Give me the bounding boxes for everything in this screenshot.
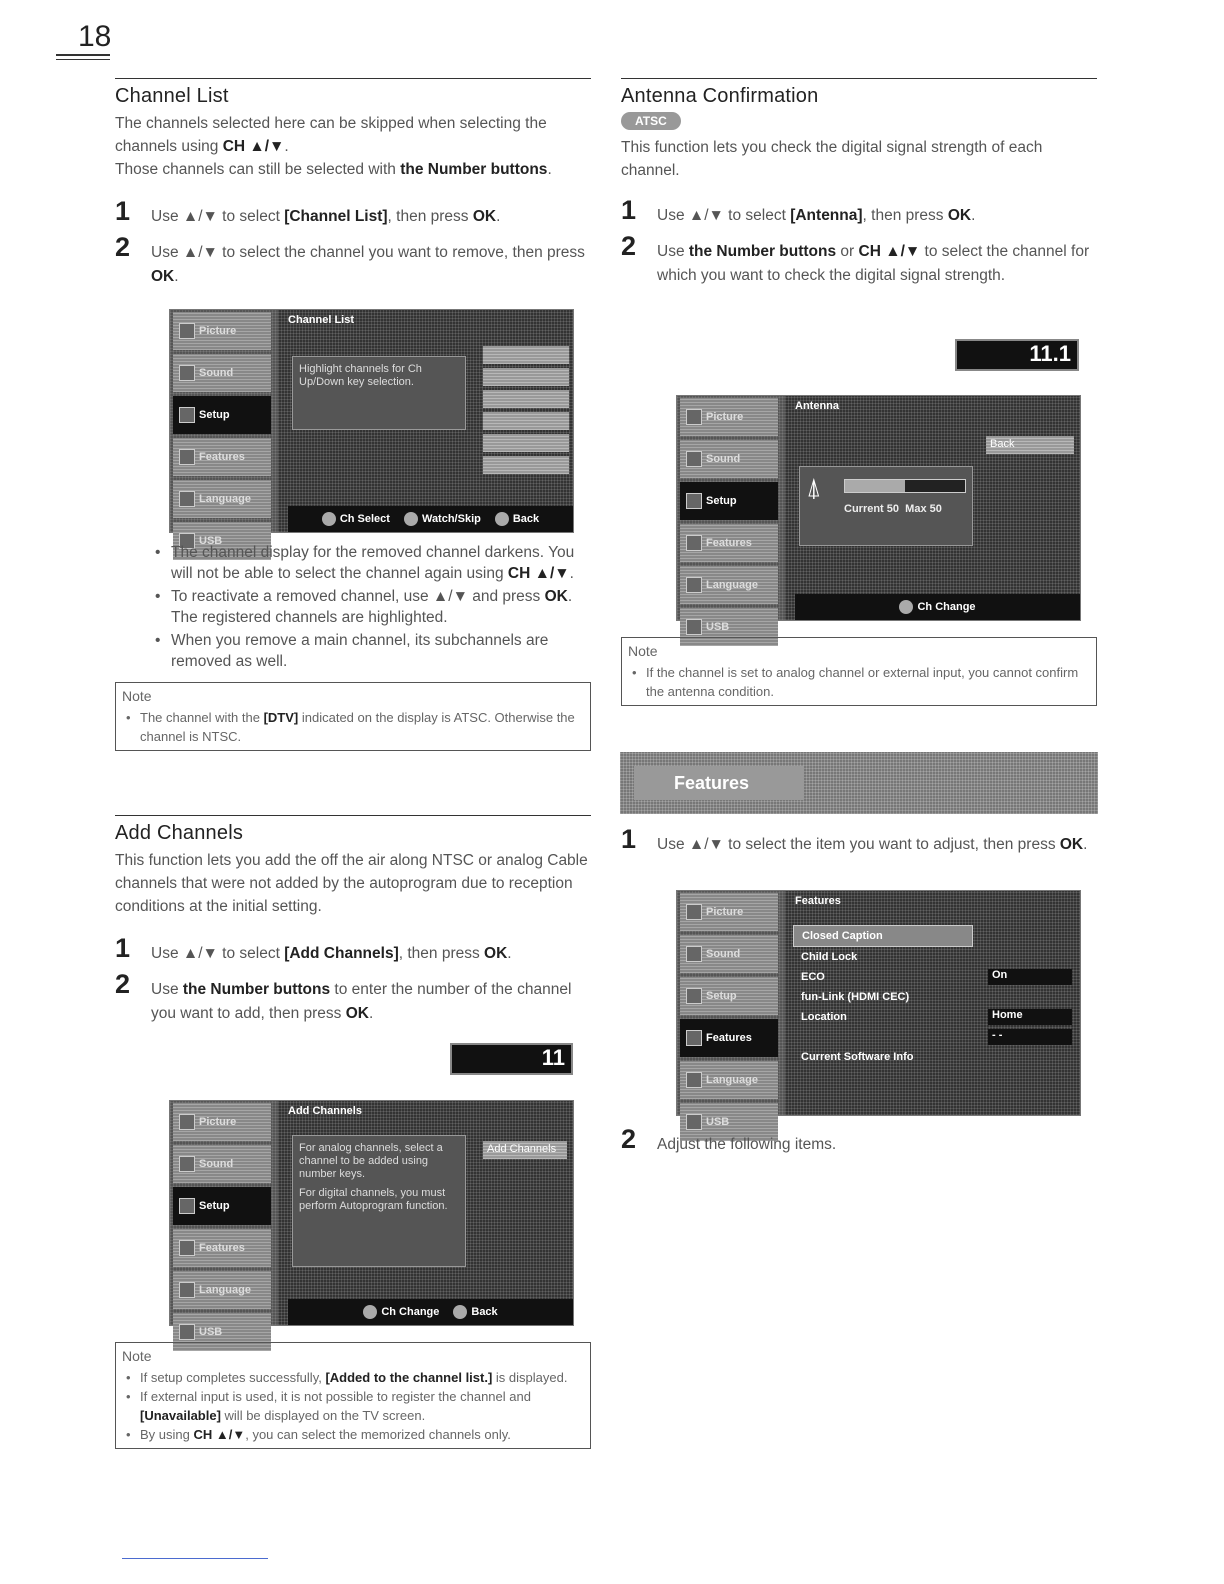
tv-menu — [677, 396, 781, 633]
feature-item-child-lock: Child Lock — [801, 951, 858, 963]
menu-item-picture: Picture — [173, 1103, 271, 1141]
panel-title: Features — [795, 895, 841, 907]
features-list — [793, 925, 1080, 1067]
extra-value: - - — [988, 1029, 1072, 1045]
ok-icon — [404, 512, 418, 526]
feature-item-eco: ECO On — [793, 967, 1080, 987]
channel-cell — [483, 390, 569, 408]
section-rule — [115, 815, 591, 816]
channel-number-display: 11.1 — [955, 339, 1079, 371]
page-number: 18 — [78, 20, 112, 53]
bullet-item: • When you remove a main channel, its subchannels are removed as well. — [155, 630, 591, 672]
tv-menu — [170, 310, 274, 547]
menu-item-language: Language — [173, 1271, 271, 1309]
menu-item-sound: Sound — [680, 935, 778, 973]
step-2: 2 Use the Number buttons to enter the number of the channel you want to add, then press OK. — [115, 969, 572, 1022]
panel-title: Antenna — [795, 400, 839, 412]
step-1: 1 Use ▲/▼ to select [Antenna], then press OK. — [621, 195, 976, 225]
bullet-list — [155, 542, 591, 672]
note-item: • If external input is used, it is not possible to register the channel and [Unavailable] will be displayed on the TV screen. — [122, 1387, 584, 1425]
signal-readout: Current 50 Max 50 — [844, 503, 942, 515]
section-rule — [621, 78, 1097, 79]
bullet-item: • The channel display for the removed channel darkens. You will not be able to select the channel again using CH ▲/▼. — [155, 542, 591, 584]
menu-item-language: Language — [173, 480, 271, 518]
location-value: Home — [988, 1009, 1072, 1025]
tv-panel — [278, 1101, 573, 1325]
features-screenshot — [676, 890, 1081, 1128]
tv-menu — [170, 1101, 274, 1338]
note-box — [115, 1342, 591, 1449]
number-keypad-icon — [363, 1305, 377, 1319]
add-channels-button: Add Channels — [483, 1141, 567, 1159]
feature-item-extra — [793, 1027, 1080, 1047]
step-1: 1 Use ▲/▼ to select [Channel List], then press OK. — [115, 196, 501, 226]
panel-footer — [288, 506, 573, 532]
menu-item-sound: Sound — [173, 354, 271, 392]
antenna-section — [621, 78, 1097, 300]
channel-cell — [483, 346, 569, 364]
feature-item-software-info: Current Software Info — [801, 1051, 914, 1063]
step-2: 2 Use ▲/▼ to select the channel you want to remove, then press OK. — [115, 232, 585, 285]
menu-item-language: Language — [680, 566, 778, 604]
panel-footer — [288, 1299, 573, 1325]
eco-value: On — [988, 969, 1072, 985]
antenna-icon: ⍋ — [806, 472, 822, 502]
note-title: Note — [628, 643, 658, 659]
section-rule — [115, 78, 591, 79]
tv-panel — [785, 891, 1080, 1115]
menu-item-features: Features — [680, 524, 778, 562]
menu-item-picture: Picture — [680, 398, 778, 436]
dpad-icon — [322, 512, 336, 526]
footer-back: Back — [495, 512, 539, 526]
channel-cell — [483, 434, 569, 452]
note-title: Note — [122, 688, 152, 704]
signal-bar — [844, 479, 966, 493]
footer-ch-change: Ch Change — [363, 1305, 439, 1319]
menu-item-usb: USB — [680, 608, 778, 646]
antenna-screenshot — [676, 395, 1081, 633]
menu-item-setup: Setup — [173, 1187, 271, 1225]
channel-list-section — [115, 78, 591, 301]
info-box: Highlight channels for Ch Up/Down key selection. — [292, 356, 466, 430]
intro-paragraph: This function lets you check the digital signal strength of each channel. — [621, 139, 1043, 179]
note-item: • By using CH ▲/▼, you can select the memorized channels only. — [122, 1425, 584, 1444]
footer-ch-change: Ch Change — [899, 600, 975, 614]
note-item: • If setup completes successfully, [Added to the channel list.] is displayed. — [122, 1368, 584, 1387]
page-number-rule — [56, 54, 110, 60]
menu-item-setup: Setup — [680, 482, 778, 520]
channel-number-display: 11 — [450, 1043, 573, 1075]
section-title: Channel List — [115, 85, 229, 107]
panel-footer — [795, 594, 1080, 620]
feature-item-location: Location Home — [793, 1007, 1080, 1027]
back-icon — [495, 512, 509, 526]
menu-item-picture: Picture — [680, 893, 778, 931]
channel-list-bullets-block — [115, 542, 591, 751]
back-icon — [453, 1305, 467, 1319]
note-item: • If the channel is set to analog channel or external input, you cannot confirm the antenna condition. — [628, 663, 1090, 701]
menu-item-features: Features — [680, 1019, 778, 1057]
features-banner-label: Features — [634, 766, 804, 800]
menu-item-sound: Sound — [680, 440, 778, 478]
menu-item-setup: Setup — [173, 396, 271, 434]
note-item: • The channel with the [DTV] indicated on the display is ATSC. Otherwise the channel is NTSC. — [122, 708, 584, 746]
info-box — [292, 1135, 466, 1267]
menu-item-usb: USB — [173, 522, 271, 560]
channel-cells — [483, 346, 569, 478]
menu-item-features: Features — [173, 1229, 271, 1267]
intro-paragraph: This function lets you add the off the air along NTSC or analog Cable channels that were not added by the autoprogram due to reception conditions at the initial setting. — [115, 852, 588, 915]
tv-panel — [278, 310, 573, 532]
menu-item-setup: Setup — [680, 977, 778, 1015]
note-box — [115, 682, 591, 751]
menu-item-sound: Sound — [173, 1145, 271, 1183]
bullet-item: • To reactivate a removed channel, use ▲/▼ and press OK. The registered channels are highlighted. — [155, 586, 591, 628]
step-2: 2 Use the Number buttons or CH ▲/▼ to select the channel for which you want to check the digital signal strength. — [621, 231, 1090, 284]
menu-item-features: Features — [173, 438, 271, 476]
info-text-analog: For analog channels, select a channel to be added using number keys. — [299, 1142, 443, 1180]
features-step-1 — [621, 824, 1097, 869]
add-channels-screenshot — [169, 1100, 574, 1338]
note-box — [621, 637, 1097, 706]
section-title: Add Channels — [115, 822, 244, 844]
signal-bar-fill — [845, 480, 905, 492]
panel-title: Add Channels — [288, 1105, 362, 1117]
signal-box — [799, 466, 973, 546]
footer-ch-select: Ch Select — [322, 512, 390, 526]
intro-paragraph: The channels selected here can be skipped when selecting the channels using CH ▲/▼. Those channels can still be selected with the Number buttons. — [115, 115, 552, 178]
number-keypad-icon — [899, 600, 913, 614]
channel-cell — [483, 412, 569, 430]
features-step-2 — [621, 1124, 1097, 1169]
footer-link-line — [122, 1558, 268, 1559]
note-title: Note — [122, 1348, 152, 1364]
tv-panel — [785, 396, 1080, 620]
step-1: 1 Use ▲/▼ to select [Add Channels], then press OK. — [115, 933, 512, 963]
info-text-digital: For digital channels, you must perform Autoprogram function. — [299, 1187, 448, 1212]
footer-watch-skip: Watch/Skip — [404, 512, 481, 526]
channel-list-screenshot — [169, 309, 574, 547]
back-button: Back — [986, 436, 1074, 454]
channel-cell — [483, 456, 569, 474]
feature-item-fun-link: fun-Link (HDMI CEC) — [801, 991, 910, 1003]
tv-menu — [677, 891, 781, 1128]
step-2: 2 Adjust the following items. — [621, 1124, 837, 1154]
section-title: Antenna Confirmation — [621, 85, 819, 107]
menu-item-usb: USB — [680, 1103, 778, 1141]
feature-item-closed-caption: Closed Caption — [793, 925, 973, 947]
menu-item-picture: Picture — [173, 312, 271, 350]
channel-cell — [483, 368, 569, 386]
panel-title: Channel List — [288, 314, 355, 326]
menu-item-language: Language — [680, 1061, 778, 1099]
menu-item-usb: USB — [173, 1313, 271, 1351]
add-channels-section — [115, 815, 591, 1038]
step-1: 1 Use ▲/▼ to select the item you want to adjust, then press OK. — [621, 824, 1088, 854]
footer-back: Back — [453, 1305, 497, 1319]
features-banner — [620, 752, 1098, 814]
atsc-badge: ATSC — [621, 112, 1097, 130]
